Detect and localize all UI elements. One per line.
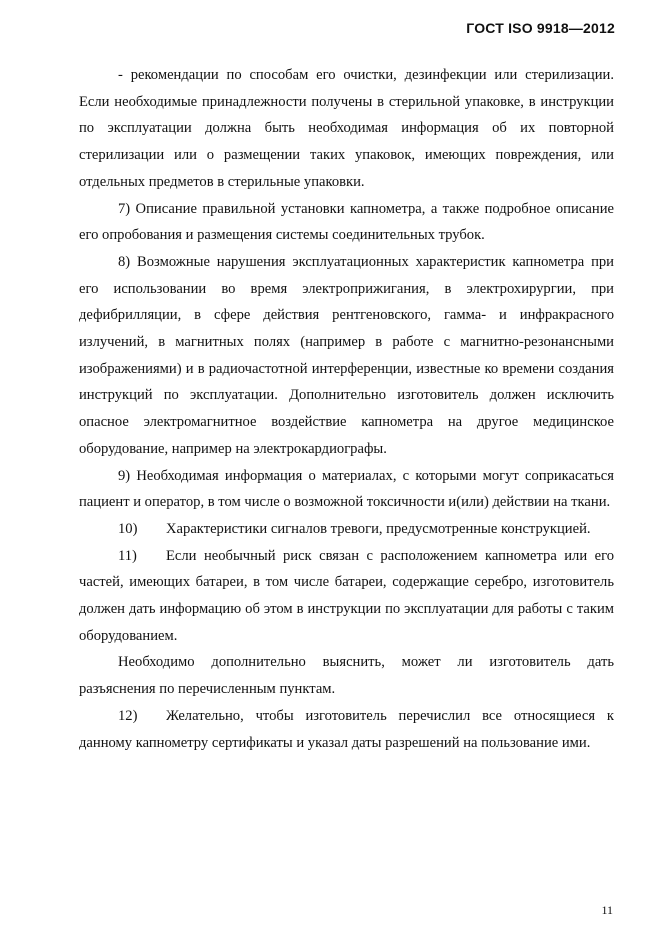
list-item-10: [118, 516, 614, 543]
list-item-11: [118, 543, 614, 570]
paragraph-item-8: 8) Возможные нарушения эксплуатационных характеристик капнометра при его использовании во время электроприжигания, в электрохирургии, при дефибрилляции, в сфере действия рентгеновского, гамма- и инфракрасного излучений, в магнитных полях (например в работе с магнитно-резонансными изображениями) и в радиочастотной интерференции, известные ко времени создания инструкций по эксплуатации. Дополнительно изготовитель должен исключить опасное электромагнитное воздействие капнометра на другое медицинское оборудование, например на электрокардиографы.: [79, 253, 614, 457]
item-10-number: 10): [118, 520, 138, 537]
paragraph-clarification-note: Необходимо дополнительно выяснить, может ли изготовитель дать разъяснения по перечисленным пунктам.: [79, 654, 614, 698]
page-body: [79, 62, 614, 756]
item-12-continuation: данному капнометру сертификаты и указал даты разрешений на пользование ими.: [79, 734, 591, 751]
item-10-text: Характеристики сигналов тревоги, предусмотренные конструкцией.: [166, 520, 591, 537]
item-11-number: 11): [118, 547, 137, 564]
document-header: ГОСТ ISO 9918—2012: [466, 20, 615, 36]
paragraph-cleaning-recommendations: - рекомендации по способам его очистки, дезинфекции или стерилизации. Если необходимые принадлежности получены в стерильной упаковке, в инструкции по эксплуатации должна быть необходимая информация об их повторной стерилизации или о размещении таких упаковок, имеющих повреждения, или отдельных предметов в стерильные упаковки.: [79, 67, 614, 190]
item-11-continuation: частей, имеющих батареи, в том числе батареи, содержащие серебро, изготовитель должен дать информацию об этом в инструкции по эксплуатации для работы с таким оборудованием.: [79, 574, 614, 644]
item-12-first-line: Желательно, чтобы изготовитель перечислил все относящиеся к: [166, 707, 614, 724]
page-number: 11: [601, 903, 613, 917]
item-11-first-line: Если необычный риск связан с расположением капнометра или его: [166, 547, 614, 564]
item-12-number: 12): [118, 707, 138, 724]
paragraph-item-9: 9) Необходимая информация о материалах, с которыми могут соприкасаться пациент и оператор, в том числе о возможной токсичности и(или) действии на ткани.: [79, 467, 614, 511]
list-item-12: [118, 703, 614, 730]
paragraph-item-7: 7) Описание правильной установки капнометра, а также подробное описание его опробования и размещения системы соединительных трубок.: [79, 200, 614, 244]
